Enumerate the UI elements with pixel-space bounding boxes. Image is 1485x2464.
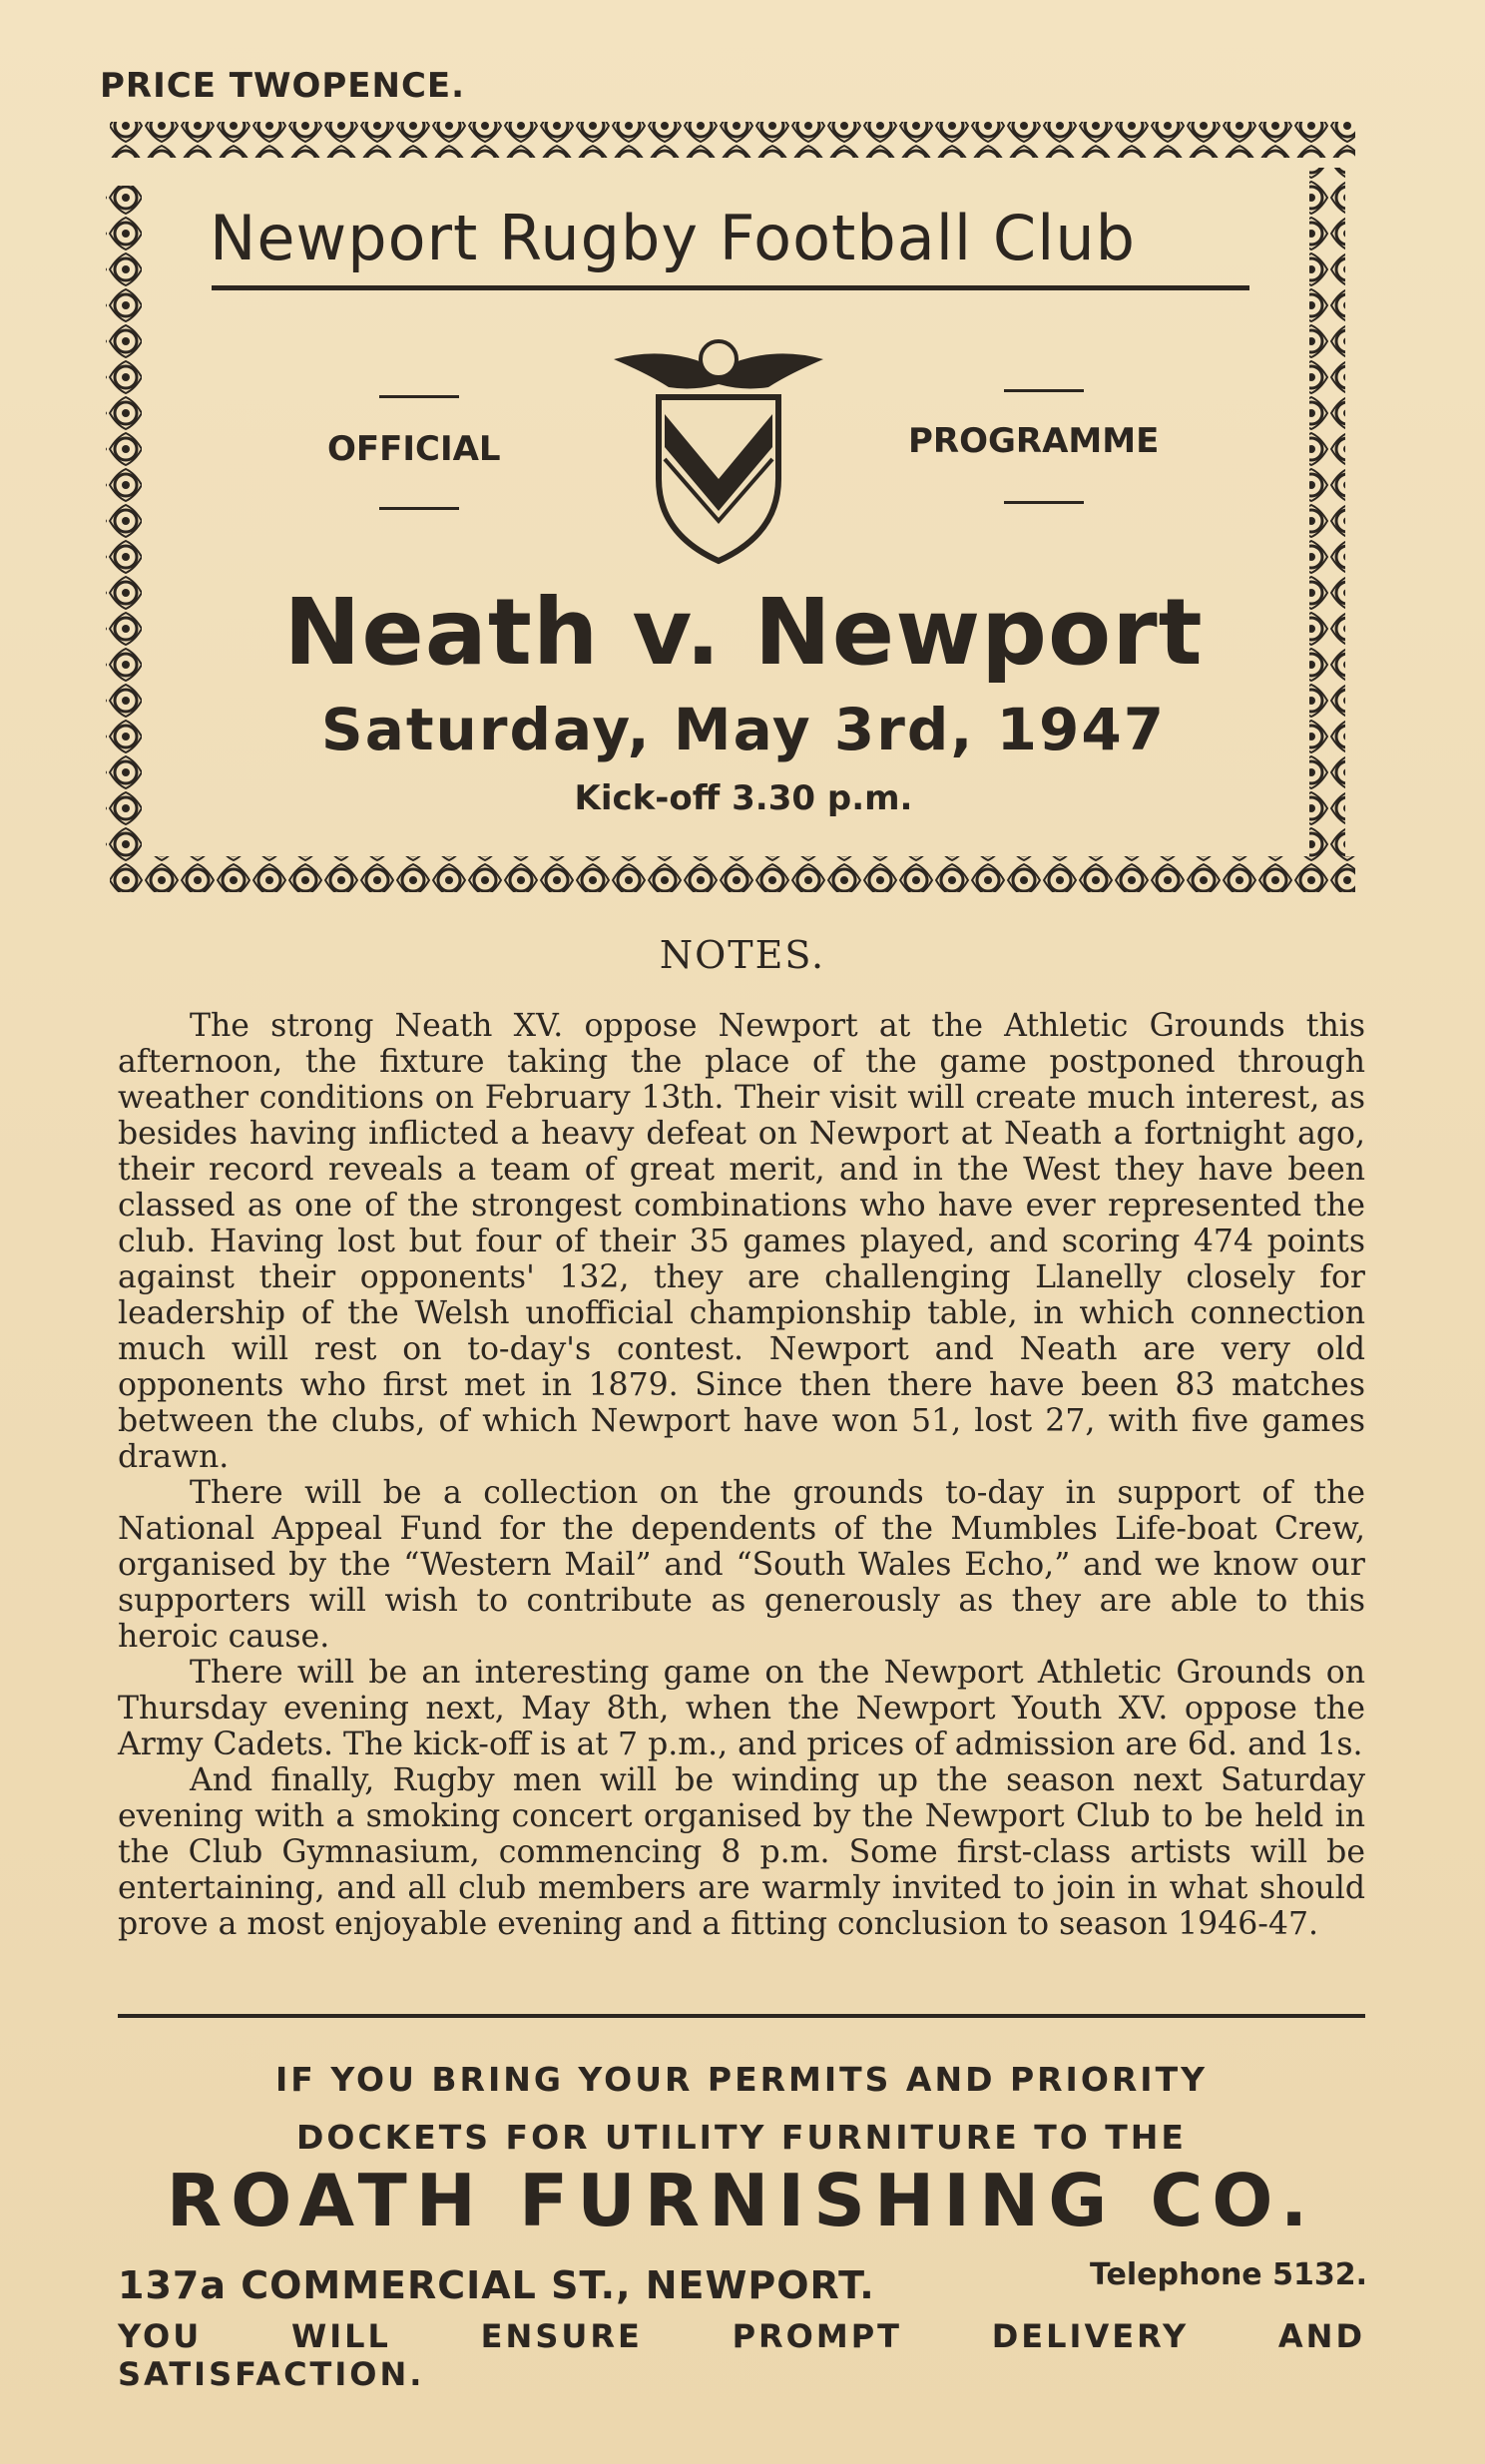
advert-line-2: DOCKETS FOR UTILITY FURNITURE TO THE [296,2118,1187,2157]
kickoff-time: Kick-off 3.30 p.m. [574,778,913,818]
club-crest-icon [609,329,828,569]
advert-divider [118,2014,1365,2018]
divider-line [1004,389,1084,392]
divider-line [379,507,459,510]
advert-company-name: ROATH FURNISHING CO. [166,2159,1317,2242]
notes-body [118,1008,1365,1942]
advert-line-1: IF YOU BRING YOUR PERMITS AND PRIORITY [275,2060,1208,2099]
title-underline [212,285,1249,290]
notes-paragraph: There will be a collection on the grounds to-day in support of the National Appeal Fund for the dependents of the Mumbles Life-boat Crew, organised by the “Western Mail” and “South Wales Echo,” and we know our supporters will wish to contribute as generously as they are able to this heroic cause. [118,1475,1365,1655]
match-title: Neath v. Newport [283,579,1204,686]
price-label: PRICE TWOPENCE. [100,66,466,106]
programme-label: PROGRAMME [908,421,1160,461]
notes-heading: NOTES. [659,933,826,977]
advert-address: 137a COMMERCIAL ST., NEWPORT. [118,2263,875,2307]
notes-paragraph: And finally, Rugby men will be winding up the season next Saturday evening with a smoking concert organised by the Newport Club to be held in the Club Gymnasium, commencing 8 p.m. Some first-class artists will be entertaining, and all club members are warmly invited to join in what should prove a most enjoyable evening and a fitting conclusion to season 1946-47. [118,1762,1365,1942]
official-label: OFFICIAL [327,429,501,469]
divider-line [379,395,459,398]
advert-telephone: Telephone 5132. [1090,2257,1367,2292]
advert-closing: YOU WILL ENSURE PROMPT DELIVERY AND SATISFACTION. [118,2317,1365,2393]
notes-paragraph: The strong Neath XV. oppose Newport at the Athletic Grounds this afternoon, the fixture taking the place of the game postponed through weather conditions on February 13th. Their visit will create much interest, as besides having inflicted a heavy defeat on Newport at Neath a fortnight ago, their record reveals a team of great merit, and in the West they have been classed as one of the strongest combinations who have ever represented the club. Having lost but four of their 35 games played, and scoring 474 points against their opponents' 132, they are challenging Llanelly closely for leadership of the Welsh unofficial championship table, in which connection much will rest on to-day's contest. Newport and Neath are very old opponents who first met in 1879. Since then there have been 83 matches between the clubs, of which Newport have won 51, lost 27, with five games drawn. [118,1008,1365,1475]
divider-line [1004,501,1084,504]
notes-paragraph: There will be an interesting game on the Newport Athletic Grounds on Thursday evening next, May 8th, when the Newport Youth XV. oppose the Army Cadets. The kick-off is at 7 p.m., and prices of admission are 6d. and 1s. [118,1655,1365,1762]
match-date: Saturday, May 3rd, 1947 [320,696,1167,763]
club-name: Newport Rugby Football Club [210,202,1137,274]
